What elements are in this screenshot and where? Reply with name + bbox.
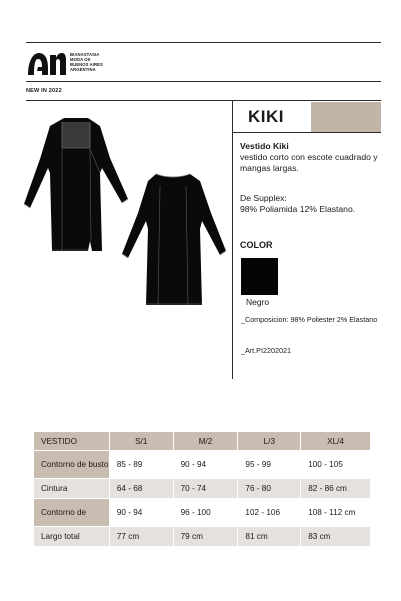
table-cell: 70 - 74: [173, 479, 238, 499]
brand-tagline-line: MODA OK: [70, 57, 91, 62]
table-cell: 100 - 105: [301, 451, 371, 479]
table-cell: 79 cm: [173, 527, 238, 547]
brand-tagline-line: ARGENTINA: [70, 67, 96, 72]
table-cell: 90 - 94: [109, 499, 173, 527]
size-header-m: M/2: [173, 432, 238, 451]
brand-tagline: [70, 52, 103, 72]
brand-logo-icon: [26, 47, 66, 77]
brand-tagline-line: BUENOS AIRES: [70, 62, 103, 67]
table-cell: 83 cm: [301, 527, 371, 547]
table-cell: 77 cm: [109, 527, 173, 547]
description-text: vestido corto con escote cuadrado y mangas largas.: [240, 152, 378, 173]
table-row: [34, 451, 371, 479]
top-rule: [26, 42, 381, 43]
product-name: KIKI: [248, 107, 284, 126]
size-header-garment: VESTIDO: [34, 432, 110, 451]
size-table: [33, 431, 371, 547]
table-cell: 85 - 89: [109, 451, 173, 479]
table-cell: 90 - 94: [173, 451, 238, 479]
description-title: Vestido Kiki: [240, 141, 289, 151]
table-cell: 82 - 86 cm: [301, 479, 371, 499]
row-label: Largo total: [34, 527, 110, 547]
brand-logo: [26, 47, 103, 77]
table-row: [34, 479, 371, 499]
table-cell: 81 cm: [238, 527, 301, 547]
title-underline: [233, 132, 381, 133]
color-swatch-negro: [241, 258, 278, 295]
color-swatch-label: Negro: [246, 297, 270, 307]
product-description: [240, 141, 390, 174]
dress-back-sketch: [116, 171, 230, 307]
size-header-l: L/3: [238, 432, 301, 451]
table-row: [34, 527, 371, 547]
dress-front-sketch: [18, 113, 132, 255]
product-accent-block: [311, 102, 381, 132]
row-label: Contorno de: [34, 499, 110, 527]
section-rule: [26, 100, 381, 101]
fabric-composition: 98% Poliamida 12% Elastano.: [240, 204, 356, 214]
article-code: _Art.PI2202021: [241, 346, 291, 355]
collection-label: NEW IN 2022: [26, 88, 62, 94]
row-label: Cintura: [34, 479, 110, 499]
row-label: Contorno de busto: [34, 451, 110, 479]
table-cell: 102 - 106: [238, 499, 301, 527]
panel-divider: [232, 101, 233, 379]
size-header-xl: XL/4: [301, 432, 371, 451]
table-cell: 64 - 68: [109, 479, 173, 499]
fabric-info: [240, 193, 390, 215]
table-cell: 108 - 112 cm: [301, 499, 371, 527]
color-heading: COLOR: [240, 240, 273, 250]
header-rule: [26, 81, 381, 82]
size-table-header: [34, 432, 371, 451]
fabric-intro: De Supplex:: [240, 193, 287, 203]
table-cell: 76 - 80: [238, 479, 301, 499]
size-header-s: S/1: [109, 432, 173, 451]
table-cell: 95 - 99: [238, 451, 301, 479]
table-cell: 96 - 100: [173, 499, 238, 527]
composition-note: _Composicion: 98% Poliester 2% Elastano: [241, 315, 378, 324]
brand-tagline-line: BIANASTASIA: [70, 52, 100, 57]
table-row: [34, 499, 371, 527]
